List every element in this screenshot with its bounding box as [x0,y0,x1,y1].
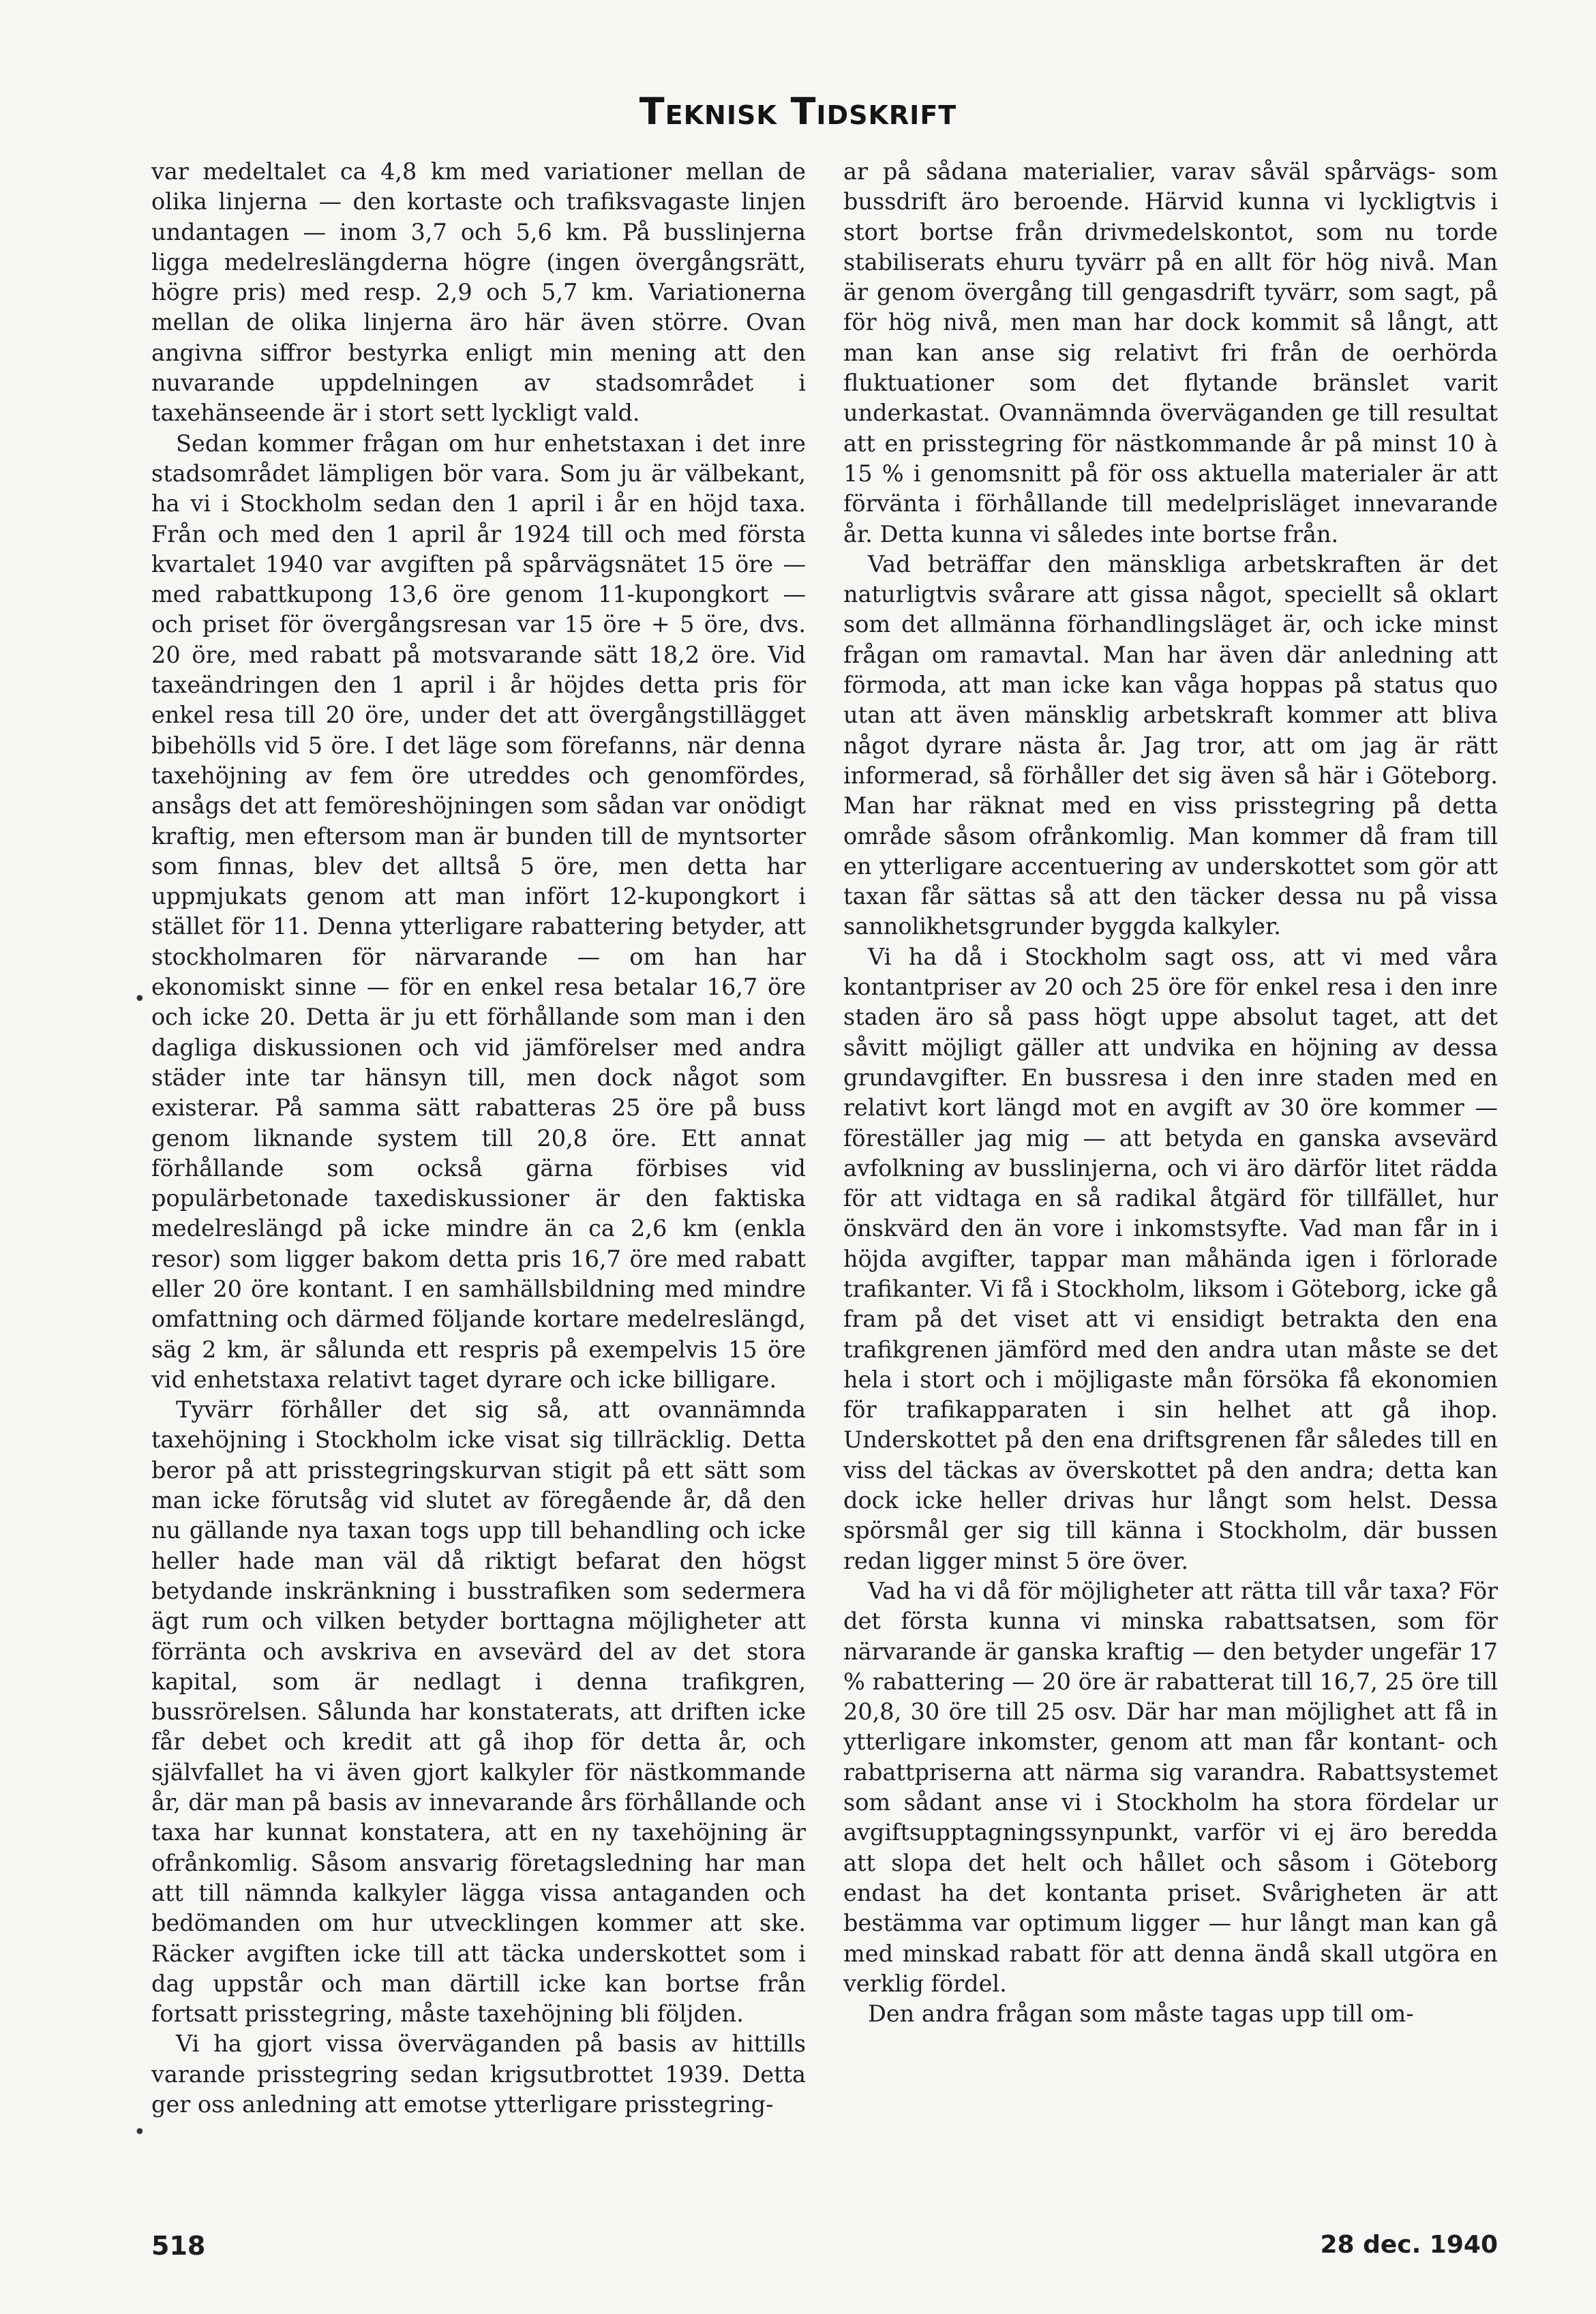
margin-mark: • [134,987,146,1011]
journal-title: Teknisk Tidskrift [639,90,957,133]
paragraph: Vad beträffar den mänskliga arbetskraften är det naturligtvis svårare att gissa något, speciellt så oklart som det allmänna förhandlingsläget är, och icke minst frågan om ramavtal. Man har även där anledning att förmoda, att man icke kan våga hoppas på status quo utan att även mänsklig arbetskraft kommer att bliva något dyrare nästa år. Jag tror, att om jag är rätt informerad, så förhåller det sig även så här i Göteborg. Man har räknat med en viss prisstegring på detta område såsom ofrånkomlig. Man kommer då fram till en ytterligare accentuering av underskottet som gör att taxan får sättas så att den täcker dessa nu på vissa sannolikhetsgrunder byggda kalkyler. [843,550,1498,940]
paragraph: Vi ha gjort vissa överväganden på basis av hittills varande prisstegring sedan krigsutbrottet 1939. Detta ger oss anledning att emotse ytterligare prisstegring- [151,2030,806,2118]
left-column [151,157,806,2120]
paragraph: ar på sådana materialier, varav såväl spårvägs- som bussdrift äro beroende. Härvid kunna vi lyckligtvis i stort bortse från drivmedelskontot, som nu torde stabiliserats ehuru tyvärr på en allt för hög nivå. Man är genom övergång till gengasdrift tyvärr, som sagt, på för hög nivå, men man har dock kommit så långt, att man kan anse sig relativt fri från de oerhörda fluktuationer som det flytande bränslet varit underkastat. Ovannämnda överväganden ge till resultat att en prisstegring för nästkommande år på minst 10 à 15 % i genomsnitt på för oss aktuella materialer är att förvänta i förhållande till medelprisläget innevarande år. Detta kunna vi således inte bortse från. [843,158,1498,547]
paragraph: Den andra frågan som måste tagas upp till om- [868,2000,1414,2028]
paragraph: Tyvärr förhåller det sig så, att ovannämnda taxehöjning i Stockholm icke visat sig tillräcklig. Detta beror på att prisstegringskurvan stigit på ett sätt som man icke förutsåg vid slutet av föregående år, då den nu gällande nya taxan togs upp till behandling och icke heller hade man väl då riktigt befarat den högst betydande inskränkning i busstrafiken som sedermera ägt rum och vilken betyder borttagna möjligheter att förränta och avskriva en avsevärd del av det stora kapital, som är nedlagt i denna trafikgren, bussrörelsen. Sålunda har konstaterats, att driften icke får debet och kredit att gå ihop för detta år, och självfallet ha vi även gjort kalkyler för nästkommande år, där man på basis av innevarande års förhållande och taxa har kunnat konstatera, att en ny taxehöjning är ofrånkomlig. Såsom ansvarig företagsledning har man att till nämnda kalkyler lägga vissa antaganden och bedömanden om hur utvecklingen kommer att ske. Räcker avgiften icke till att täcka underskottet som i dag uppstår och man därtill icke kan bortse från fortsatt prisstegring, måste taxehöjning bli följden. [151,1396,806,2028]
page-number: 518 [151,2231,206,2261]
margin-mark: • [134,2120,146,2144]
right-column [843,157,1498,2029]
paragraph: var medeltalet ca 4,8 km med variationer mellan de olika linjerna — den kortaste och trafiksvagaste linjen undantagen — inom 3,7 och 5,6 km. På busslinjerna ligga medelreslängderna högre (ingen övergångsrätt, högre pris) med resp. 2,9 och 5,7 km. Variationerna mellan de olika linjerna äro här även större. Ovan angivna siffror bestyrka enligt min mening att den nuvarande uppdelningen av stadsområdet i taxehänseende är i stort sett lyckligt vald. [151,158,806,427]
paragraph: Vi ha då i Stockholm sagt oss, att vi med våra kontantpriser av 20 och 25 öre för enkel resa i den inre staden äro så pass högt uppe absolut taget, att det såvitt möjligt gäller att undvika en höjning av dessa grundavgifter. En bussresa i den inre staden med en relativt kort längd mot en avgift av 30 öre kommer — föreställer jag mig — att betyda en ganska avsevärd avfolkning av busslinjerna, och vi äro därför litet rädda för att vidtaga en så radikal åtgärd för tillfället, hur önskvärd den än vore i inkomstsyfte. Vad man får in i höjda avgifter, tappar man måhända igen i förlorade trafikanter. Vi få i Stockholm, liksom i Göteborg, icke gå fram på det viset att vi ensidigt betrakta den ena trafikgrenen jämförd med den andra utan måste se det hela i stort och i möjligaste mån försöka få ekonomien för trafikapparaten i sin helhet att gå ihop. Underskottet på den ena driftsgrenen får således till en viss del täckas av överskottet på den andra; detta kan dock icke heller drivas hur långt som helst. Dessa spörsmål ger sig till känna i Stockholm, där bussen redan ligger minst 5 öre över. [843,943,1498,1574]
issue-date: 28 dec. 1940 [1320,2231,1498,2259]
paragraph: Vad ha vi då för möjligheter att rätta till vår taxa? För det första kunna vi minska rabattsatsen, som för närvarande är ganska kraftig — den betyder ungefär 17 % rabattering — 20 öre är rabatterat till 16,7, 25 öre till 20,8, 30 öre till 25 osv. Där har man möjlighet att få in ytterligare inkomster, genom att man får kontant- och rabattpriserna att närma sig varandra. Rabattsystemet som sådant anse vi i Stockholm ha stora fördelar ur avgiftsupptagningssynpunkt, varför vi ej äro beredda att slopa det helt och hållet och såsom i Göteborg endast ha det kontanta priset. Svårigheten är att bestämma var optimum ligger — hur långt man kan gå med minskad rabatt för att denna ändå skall utgöra en verklig fördel. [843,1577,1498,1997]
paragraph: Sedan kommer frågan om hur enhetstaxan i det inre stadsområdet lämpligen bör vara. Som ju är välbekant, ha vi i Stockholm sedan den 1 april i år en höjd taxa. Från och med den 1 april år 1924 till och med första kvartalet 1940 var avgiften på spårvägsnätet 15 öre — med rabattkupong 13,6 öre genom 11-kupongkort — och priset för övergångsresan var 15 öre + 5 öre, dvs. 20 öre, med rabatt på motsvarande sätt 18,2 öre. Vid taxeändringen den 1 april i år höjdes detta pris för enkel resa till 20 öre, under det att övergångstillägget bibehölls vid 5 öre. I det läge som förefanns, när denna taxehöjning av fem öre utreddes och genomfördes, ansågs det att femöreshöjningen som sådan var onödigt kraftig, men eftersom man är bunden till de myntsorter som finnas, blev det alltså 5 öre, men detta har uppmjukats genom att man infört 12-kupongkort i stället för 11. Denna ytterligare rabattering betyder, att stockholmaren för närvarande — om han har ekonomiskt sinne — för en enkel resa betalar 16,7 öre och icke 20. Detta är ju ett förhållande som man i den dagliga diskussionen och vid jämförelser med andra städer inte tar hänsyn till, men dock något som existerar. På samma sätt rabatteras 25 öre på buss genom liknande system till 20,8 öre. Ett annat förhållande som också gärna förbises vid populärbetonade taxediskussioner är den faktiska medelreslängd på icke mindre än ca 2,6 km (enkla resor) som ligger bakom detta pris 16,7 öre med rabatt eller 20 öre kontant. I en samhällsbildning med mindre omfattning och därmed följande kortare medelreslängd, säg 2 km, är sålunda ett respris på exempelvis 15 öre vid enhetstaxa relativt taget dyrare och icke billigare. [151,430,806,1393]
